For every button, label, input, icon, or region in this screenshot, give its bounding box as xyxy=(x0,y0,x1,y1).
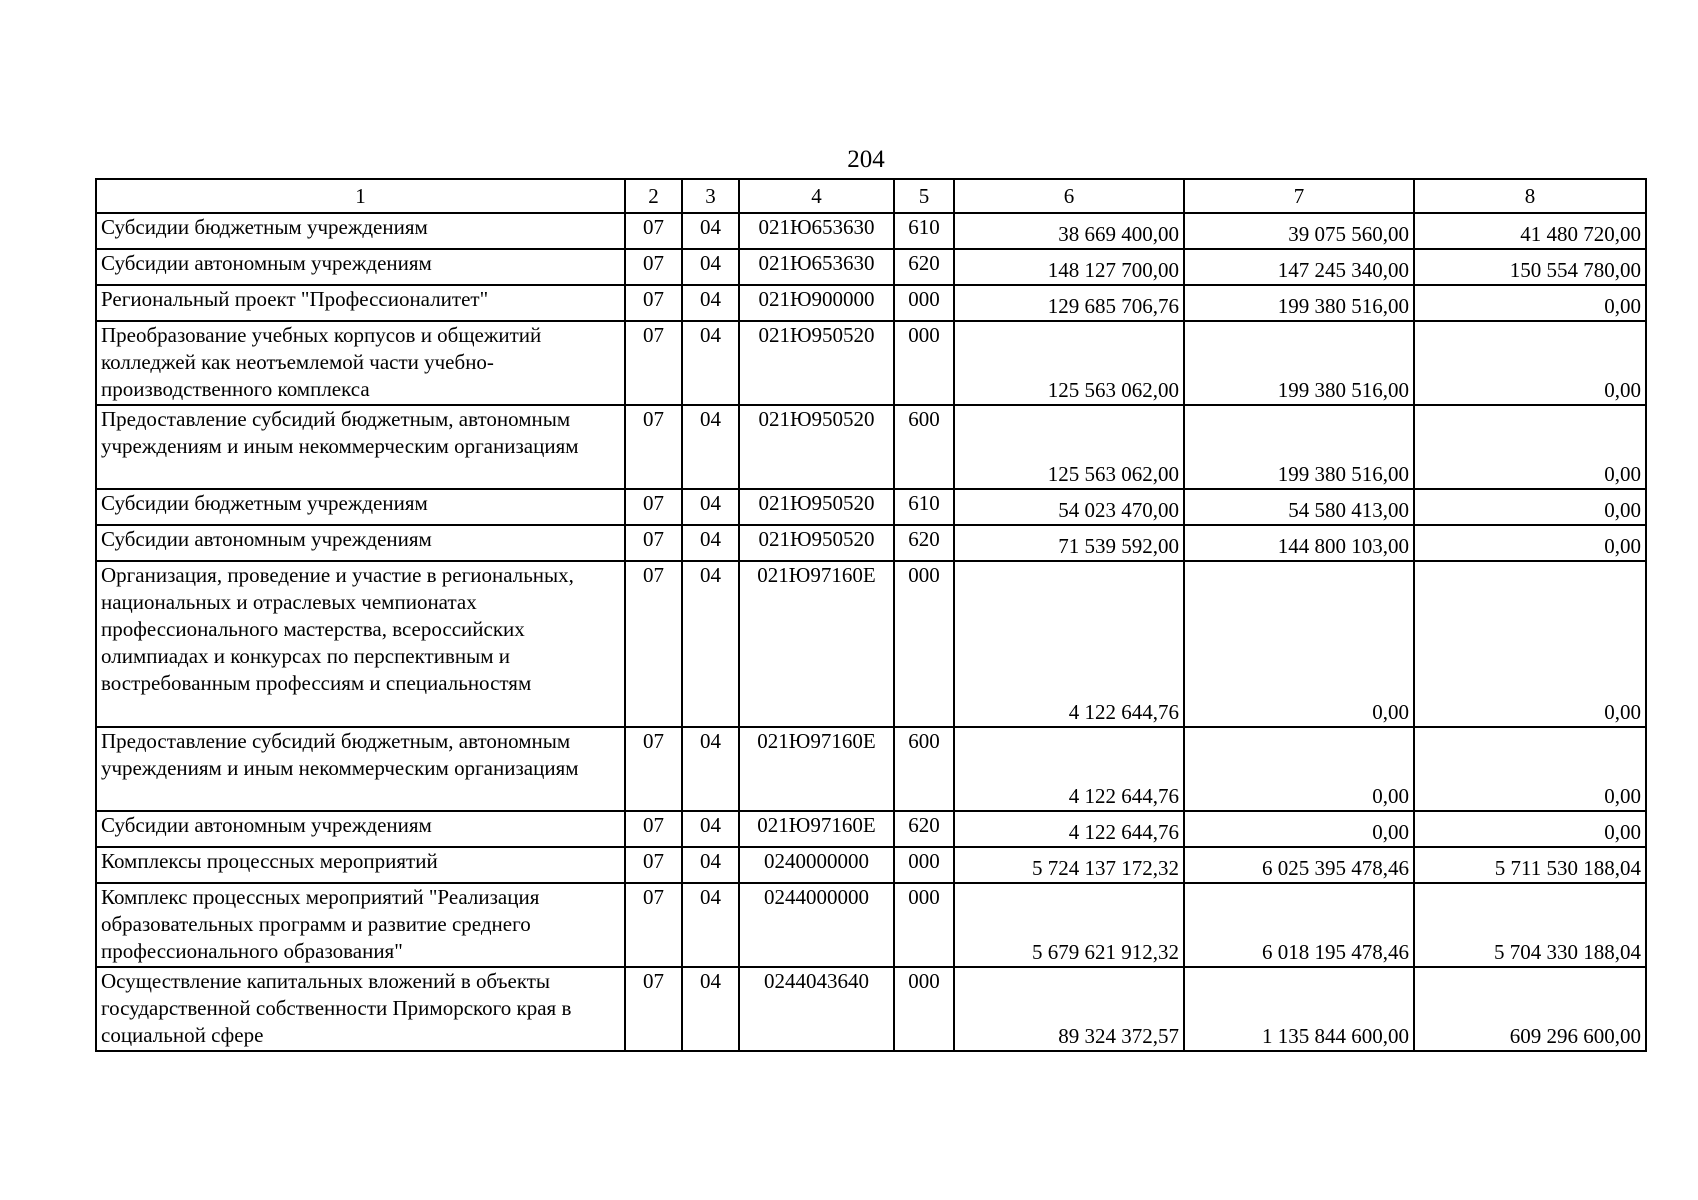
amount-col7: 199 380 516,00 xyxy=(1184,405,1414,489)
amount-col8: 5 711 530 188,04 xyxy=(1414,847,1646,883)
expense-type-code: 600 xyxy=(894,405,954,489)
subsection-code: 04 xyxy=(682,727,739,811)
amount-col8: 0,00 xyxy=(1414,285,1646,321)
row-name: Субсидии автономным учреждениям xyxy=(96,249,625,285)
row-name: Субсидии бюджетным учреждениям xyxy=(96,489,625,525)
table-row xyxy=(96,883,1646,967)
amount-col6: 125 563 062,00 xyxy=(954,321,1184,405)
table-row xyxy=(96,213,1646,249)
expense-type-code: 000 xyxy=(894,967,954,1051)
target-article-code: 021Ю653630 xyxy=(739,213,894,249)
row-name: Субсидии автономным учреждениям xyxy=(96,525,625,561)
section-code: 07 xyxy=(625,967,682,1051)
amount-col6: 71 539 592,00 xyxy=(954,525,1184,561)
amount-col6: 125 563 062,00 xyxy=(954,405,1184,489)
expense-type-code: 620 xyxy=(894,811,954,847)
section-code: 07 xyxy=(625,883,682,967)
table-row xyxy=(96,727,1646,811)
amount-col7: 39 075 560,00 xyxy=(1184,213,1414,249)
target-article-code: 021Ю900000 xyxy=(739,285,894,321)
target-article-code: 0244000000 xyxy=(739,883,894,967)
section-code: 07 xyxy=(625,213,682,249)
amount-col8: 0,00 xyxy=(1414,727,1646,811)
amount-col7: 1 135 844 600,00 xyxy=(1184,967,1414,1051)
table-header-row xyxy=(96,179,1646,213)
amount-col8: 150 554 780,00 xyxy=(1414,249,1646,285)
subsection-code: 04 xyxy=(682,321,739,405)
subsection-code: 04 xyxy=(682,489,739,525)
column-header: 1 xyxy=(96,179,625,213)
row-name: Региональный проект "Профессионалитет" xyxy=(96,285,625,321)
target-article-code: 021Ю950520 xyxy=(739,405,894,489)
section-code: 07 xyxy=(625,847,682,883)
subsection-code: 04 xyxy=(682,525,739,561)
amount-col6: 129 685 706,76 xyxy=(954,285,1184,321)
column-header: 6 xyxy=(954,179,1184,213)
table-row xyxy=(96,249,1646,285)
amount-col8: 609 296 600,00 xyxy=(1414,967,1646,1051)
target-article-code: 021Ю653630 xyxy=(739,249,894,285)
amount-col8: 0,00 xyxy=(1414,321,1646,405)
amount-col6: 4 122 644,76 xyxy=(954,811,1184,847)
page-number: 204 xyxy=(847,146,885,173)
table-row xyxy=(96,561,1646,727)
subsection-code: 04 xyxy=(682,213,739,249)
row-name: Предоставление субсидий бюджетным, автономным учреждениям и иным некоммерческим организациям xyxy=(96,727,625,811)
amount-col7: 0,00 xyxy=(1184,727,1414,811)
amount-col8: 0,00 xyxy=(1414,489,1646,525)
amount-col7: 144 800 103,00 xyxy=(1184,525,1414,561)
expense-type-code: 000 xyxy=(894,847,954,883)
expense-type-code: 620 xyxy=(894,249,954,285)
table-row xyxy=(96,811,1646,847)
expense-type-code: 000 xyxy=(894,561,954,727)
amount-col8: 5 704 330 188,04 xyxy=(1414,883,1646,967)
amount-col7: 199 380 516,00 xyxy=(1184,285,1414,321)
column-header: 7 xyxy=(1184,179,1414,213)
amount-col7: 6 025 395 478,46 xyxy=(1184,847,1414,883)
column-header: 8 xyxy=(1414,179,1646,213)
section-code: 07 xyxy=(625,405,682,489)
expense-type-code: 000 xyxy=(894,321,954,405)
row-name: Предоставление субсидий бюджетным, автономным учреждениям и иным некоммерческим организациям xyxy=(96,405,625,489)
expense-type-code: 620 xyxy=(894,525,954,561)
target-article-code: 021Ю97160Е xyxy=(739,561,894,727)
column-header: 5 xyxy=(894,179,954,213)
subsection-code: 04 xyxy=(682,883,739,967)
amount-col8: 0,00 xyxy=(1414,405,1646,489)
amount-col7: 0,00 xyxy=(1184,561,1414,727)
section-code: 07 xyxy=(625,525,682,561)
subsection-code: 04 xyxy=(682,847,739,883)
subsection-code: 04 xyxy=(682,561,739,727)
target-article-code: 021Ю950520 xyxy=(739,525,894,561)
section-code: 07 xyxy=(625,727,682,811)
amount-col6: 54 023 470,00 xyxy=(954,489,1184,525)
amount-col7: 199 380 516,00 xyxy=(1184,321,1414,405)
section-code: 07 xyxy=(625,811,682,847)
table-row xyxy=(96,489,1646,525)
row-name: Организация, проведение и участие в региональных, национальных и отраслевых чемпионатах профессионального мастерства, всероссийских олимпиадах и конкурсах по перспективным и востребованным профессиям и специальностям xyxy=(96,561,625,727)
expense-type-code: 610 xyxy=(894,213,954,249)
amount-col7: 6 018 195 478,46 xyxy=(1184,883,1414,967)
expense-type-code: 000 xyxy=(894,883,954,967)
subsection-code: 04 xyxy=(682,811,739,847)
amount-col6: 89 324 372,57 xyxy=(954,967,1184,1051)
table-row xyxy=(96,321,1646,405)
target-article-code: 021Ю950520 xyxy=(739,321,894,405)
row-name: Преобразование учебных корпусов и общежитий колледжей как неотъемлемой части учебно-производственного комплекса xyxy=(96,321,625,405)
expense-type-code: 000 xyxy=(894,285,954,321)
amount-col8: 41 480 720,00 xyxy=(1414,213,1646,249)
subsection-code: 04 xyxy=(682,967,739,1051)
section-code: 07 xyxy=(625,249,682,285)
section-code: 07 xyxy=(625,285,682,321)
amount-col8: 0,00 xyxy=(1414,561,1646,727)
column-header: 2 xyxy=(625,179,682,213)
column-header: 4 xyxy=(739,179,894,213)
table-row xyxy=(96,967,1646,1051)
amount-col7: 147 245 340,00 xyxy=(1184,249,1414,285)
expense-type-code: 610 xyxy=(894,489,954,525)
section-code: 07 xyxy=(625,561,682,727)
row-name: Комплекс процессных мероприятий "Реализация образовательных программ и развитие среднего профессионального образования" xyxy=(96,883,625,967)
subsection-code: 04 xyxy=(682,285,739,321)
target-article-code: 021Ю97160Е xyxy=(739,811,894,847)
amount-col6: 4 122 644,76 xyxy=(954,727,1184,811)
table-row xyxy=(96,405,1646,489)
amount-col8: 0,00 xyxy=(1414,525,1646,561)
section-code: 07 xyxy=(625,489,682,525)
amount-col8: 0,00 xyxy=(1414,811,1646,847)
amount-col6: 148 127 700,00 xyxy=(954,249,1184,285)
target-article-code: 0240000000 xyxy=(739,847,894,883)
column-header: 3 xyxy=(682,179,739,213)
amount-col7: 0,00 xyxy=(1184,811,1414,847)
subsection-code: 04 xyxy=(682,405,739,489)
amount-col7: 54 580 413,00 xyxy=(1184,489,1414,525)
subsection-code: 04 xyxy=(682,249,739,285)
table-row xyxy=(96,285,1646,321)
amount-col6: 5 724 137 172,32 xyxy=(954,847,1184,883)
row-name: Субсидии автономным учреждениям xyxy=(96,811,625,847)
row-name: Комплексы процессных мероприятий xyxy=(96,847,625,883)
table-row xyxy=(96,525,1646,561)
table-row xyxy=(96,847,1646,883)
row-name: Субсидии бюджетным учреждениям xyxy=(96,213,625,249)
amount-col6: 38 669 400,00 xyxy=(954,213,1184,249)
target-article-code: 0244043640 xyxy=(739,967,894,1051)
section-code: 07 xyxy=(625,321,682,405)
row-name: Осуществление капитальных вложений в объекты государственной собственности Приморского края в социальной сфере xyxy=(96,967,625,1051)
target-article-code: 021Ю950520 xyxy=(739,489,894,525)
amount-col6: 5 679 621 912,32 xyxy=(954,883,1184,967)
amount-col6: 4 122 644,76 xyxy=(954,561,1184,727)
budget-table xyxy=(95,178,1647,1052)
target-article-code: 021Ю97160Е xyxy=(739,727,894,811)
expense-type-code: 600 xyxy=(894,727,954,811)
